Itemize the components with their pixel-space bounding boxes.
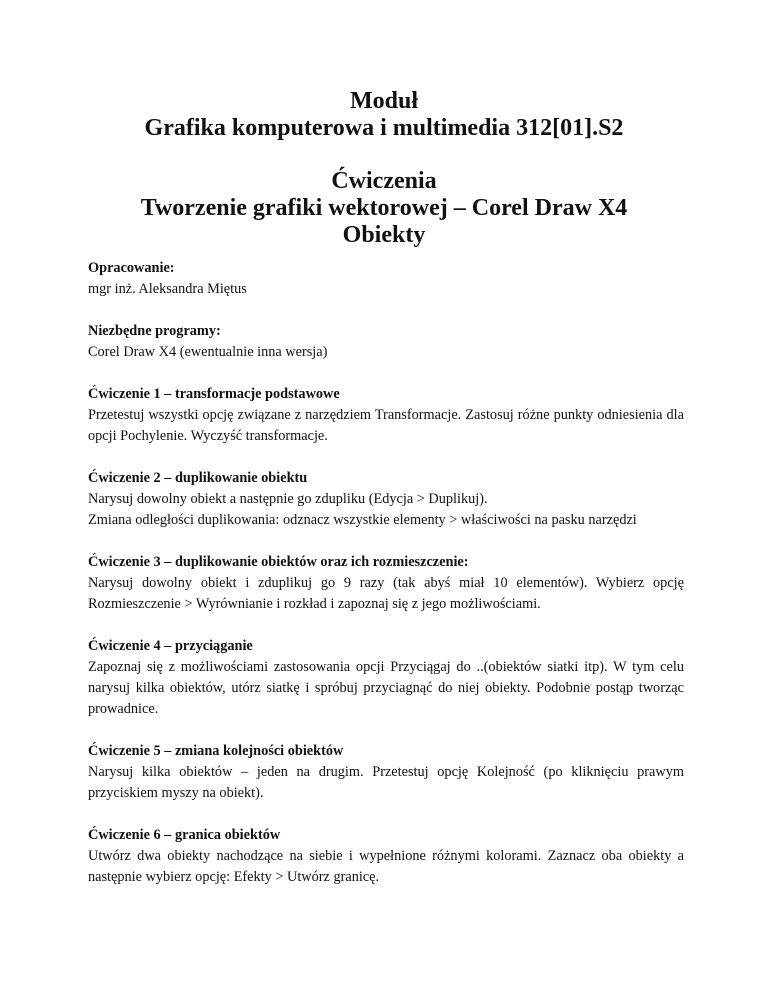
exercise-text: Narysuj kilka obiektów – jeden na drugim. Przetestuj opcję Kolejność (po kliknięciu prawym przyciskiem myszy na obiekt). bbox=[88, 764, 684, 801]
author-name: mgr inż. Aleksandra Miętus bbox=[88, 281, 247, 297]
author-section bbox=[88, 258, 684, 300]
programs-label: Niezbędne programy: bbox=[88, 323, 221, 339]
exercise-4 bbox=[88, 636, 684, 720]
exercise-text: Zapoznaj się z możliwościami zastosowania opcji Przyciągaj do ..(obiektów siatki itp). W tym celu narysuj kilka obiektów, utórz siatkę i spróbuj przyciagnąć do niej obiekty. Podobnie postąp tworząc prowadnice. bbox=[88, 659, 684, 717]
exercises-label: Ćwiczenia bbox=[331, 168, 437, 194]
exercise-5 bbox=[88, 741, 684, 804]
exercise-title: Ćwiczenie 6 – granica obiektów bbox=[88, 827, 281, 843]
exercise-text: Narysuj dowolny obiekt i zduplikuj go 9 razy (tak abyś miał 10 elementów). Wybierz opcję Rozmieszczenie > Wyrównianie i rozkład i zapoznaj się z jego możliwościami. bbox=[88, 575, 684, 612]
exercise-title: Ćwiczenie 1 – transformacje podstawowe bbox=[88, 386, 340, 402]
subtopic-title: Obiekty bbox=[342, 222, 426, 248]
author-label: Opracowanie: bbox=[88, 260, 175, 276]
exercise-title: Ćwiczenie 4 – przyciąganie bbox=[88, 638, 253, 654]
exercise-text-2: Zmiana odległości duplikowania: odznacz wszystkie elementy > właściwości na pasku narzędzi bbox=[88, 512, 637, 528]
exercise-text: Narysuj dowolny obiekt a następnie go zdupliku (Edycja > Duplikuj). bbox=[88, 491, 488, 507]
module-name: Grafika komputerowa i multimedia 312[01].S2 bbox=[144, 115, 624, 141]
exercise-3 bbox=[88, 552, 684, 615]
exercise-text: Utwórz dwa obiekty nachodzące na siebie i wypełnione różnymi kolorami. Zaznacz oba obiekty a następnie wybierz opcję: Efekty > Utwórz granicę. bbox=[88, 848, 684, 885]
exercise-title: Ćwiczenie 5 – zmiana kolejności obiektów bbox=[88, 743, 344, 759]
exercise-6 bbox=[88, 825, 684, 888]
exercise-1 bbox=[88, 384, 684, 447]
document-body bbox=[88, 258, 684, 909]
programs-text: Corel Draw X4 (ewentualnie inna wersja) bbox=[88, 344, 328, 360]
document-header bbox=[0, 88, 768, 249]
programs-section bbox=[88, 321, 684, 363]
topic-title: Tworzenie grafiki wektorowej – Corel Draw X4 bbox=[140, 195, 628, 221]
module-label: Moduł bbox=[349, 88, 418, 114]
exercise-2 bbox=[88, 468, 684, 531]
exercise-text: Przetestuj wszystki opcję związane z narzędziem Transformacje. Zastosuj różne punkty odniesienia dla opcji Pochylenie. Wyczyść transformacje. bbox=[88, 407, 684, 444]
exercise-title: Ćwiczenie 3 – duplikowanie obiektów oraz ich rozmieszczenie: bbox=[88, 554, 469, 570]
exercise-title: Ćwiczenie 2 – duplikowanie obiektu bbox=[88, 470, 308, 486]
